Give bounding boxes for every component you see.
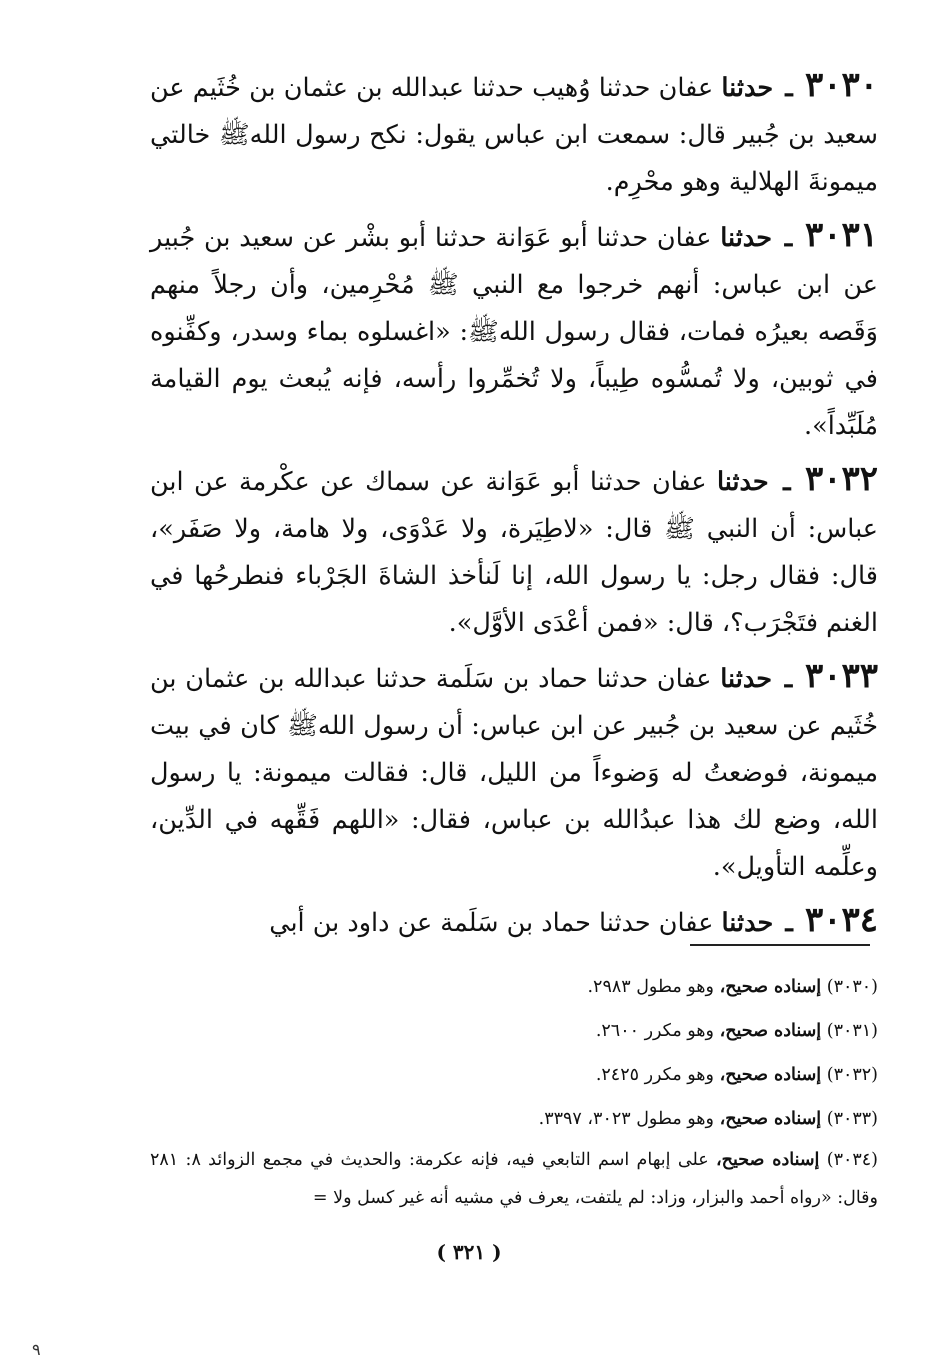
hadith-3032 [150, 456, 878, 647]
hadith-3034 [150, 897, 878, 947]
footnote-ref: (٣٠٣٠) [826, 977, 878, 997]
hadith-text: عفان حدثنا وُهيب حدثنا عبدالله بن عثمان بن خُثَيم عن سعيد بن جُبير قال: سمعت ابن عباس يقول: نكح رسول اللهﷺ خالتي ميمونةَ الهلالية وهو محْرِم. [150, 73, 878, 197]
footnote-ref: (٣٠٣٣) [826, 1109, 878, 1129]
footnote-ref: (٣٠٣١) [826, 1021, 878, 1041]
hadith-text: عفان حدثنا أبو عَوَانة عن سماك عن عكْرمة عن ابن عباس: أن النبي ﷺ قال: «لاطِيَرة، ولا عَدْوَى، ولا هامة، ولا صَفَر»، قال: فقال رجل: يا رسول الله، إنا لَنأخذ الشاةَ الجَرْباء فنطرحُها في الغنم فتَجْرَب؟، قال: «فمن أعْدَى الأوَّل». [150, 467, 878, 638]
corner-mark: ٩ [32, 1340, 41, 1359]
hadith-3033 [150, 653, 878, 891]
footnote-3032 [150, 1053, 878, 1097]
hadith-number: ٣٠٣١ [804, 215, 878, 255]
hadith-lead-word: حدثنا [716, 467, 769, 497]
hadith-3031 [150, 212, 878, 450]
footnote-3034 [150, 1141, 878, 1217]
footnote-text: وهو مطول ٢٩٨٣. [587, 977, 714, 997]
hadith-dash: ـ [783, 467, 791, 497]
footnote-text: على إبهام اسم التابعي فيه، فإنه عكرمة: والحديث في مجمع الزوائد ٨: ٢٨١ وقال: «رواه أحمد والبزار، وزاد: لم يلتفت، يعرف في مشيه أنه غير كسل ولا = [150, 1150, 878, 1208]
hadith-lead-word: حدثنا [720, 664, 772, 694]
footnote-ref: (٣٠٣٢) [826, 1065, 878, 1085]
hadith-text: عفان حدثنا أبو عَوَانة حدثنا أبو بشْر عن سعيد بن جُبير عن ابن عباس: أنهم خرجوا مع النبي ﷺ مُحْرِمين، وأن رجلاً منهم وَقَصه بعيرُه فمات، فقال رسول اللهﷺ: «اغسلوه بماء وسدر، وكفِّنوه في ثوبين، ولا تُمسُّوه طِيباً، ولا تُخمِّروا رأسه، فإنه يُبعث يوم القيامة مُلَبِّداً». [150, 223, 878, 441]
hadith-lead-word: حدثنا [720, 223, 772, 253]
footnote-3033 [150, 1097, 878, 1141]
hadith-dash: ـ [785, 908, 793, 938]
hadith-number: ٣٠٣٠ [804, 65, 878, 105]
page-number: ( ٣٢١ ) [436, 1240, 502, 1264]
hadith-dash: ـ [784, 664, 793, 694]
hadith-text: عفان حدثنا حماد بن سَلَمة حدثنا عبدالله بن عثمان بن خُثَيم عن سعيد بن جُبير عن ابن عباس: أن رسول اللهﷺ كان في بيت ميمونة، فوضعتُ له وَضوءاً من الليل، قال: فقالت ميمونة: يا رسول الله، وضع لك هذا عبدُالله بن عباس، فقال: «اللهم فَقِّهه في الدِّين، وعلِّمه التأويل». [150, 664, 878, 882]
footnote-grade: إسناده صحيح، [716, 1150, 820, 1170]
hadith-3030 [150, 62, 878, 206]
footnote-grade: إسناده صحيح، [719, 1065, 822, 1085]
hadith-number: ٣٠٣٢ [804, 459, 879, 499]
hadith-text: عفان حدثنا حماد بن سَلَمة عن داود بن أبي [269, 908, 714, 938]
footnote-grade: إسناده صحيح، [719, 977, 822, 997]
footnote-grade: إسناده صحيح، [719, 1021, 822, 1041]
footnote-grade: إسناده صحيح، [719, 1109, 822, 1129]
hadith-number: ٣٠٣٣ [804, 656, 879, 696]
footnotes [150, 965, 878, 1217]
hadith-dash: ـ [785, 73, 793, 103]
footnote-3030 [150, 965, 878, 1009]
footnote-text: وهو مطول ٣٠٢٣، ٣٣٩٧. [538, 1109, 714, 1129]
hadith-lead-word: حدثنا [721, 908, 774, 938]
footnote-text: وهو مكرر ٢٦٠٠. [595, 1021, 714, 1041]
footnote-ref: (٣٠٣٤) [826, 1150, 878, 1170]
hadith-lead-word: حدثنا [721, 73, 774, 103]
hadith-dash: ـ [784, 223, 793, 253]
footnote-text: وهو مكرر ٢٤٢٥. [595, 1065, 714, 1085]
footnote-3031 [150, 1009, 878, 1053]
hadith-number: ٣٠٣٤ [804, 900, 878, 940]
footnote-separator [690, 944, 870, 946]
main-text [150, 62, 878, 953]
